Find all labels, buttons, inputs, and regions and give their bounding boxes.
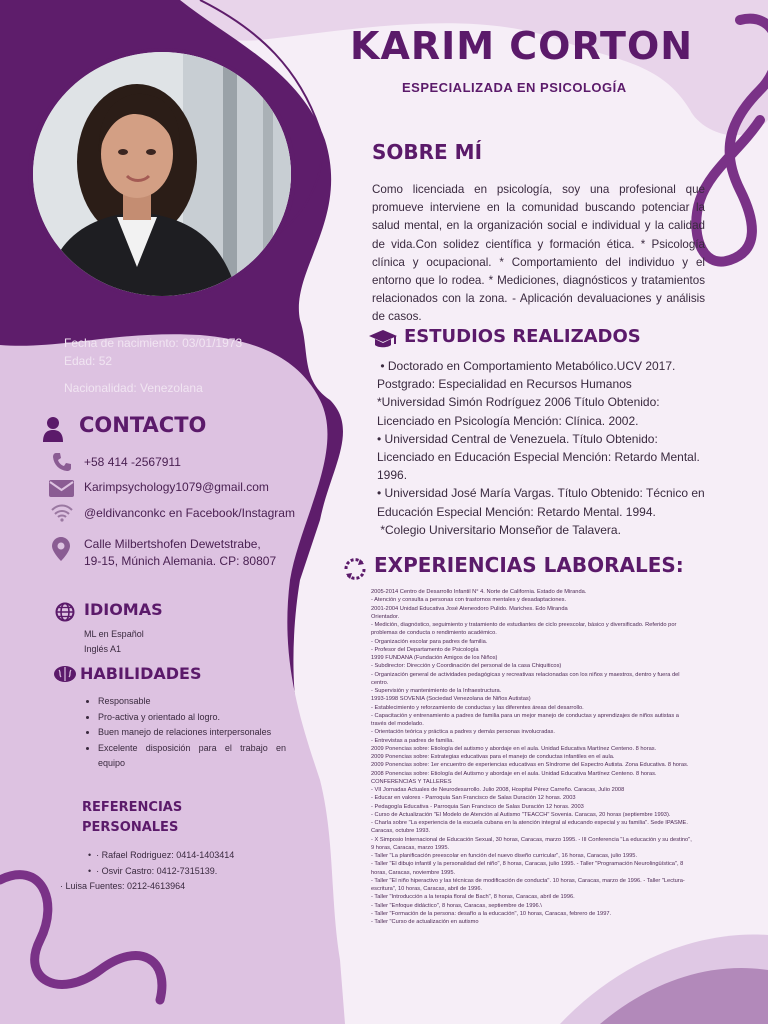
experience-line: - Charla sobre "La experiencia de la escuela cubana en la atención integral al educando especial y su familia". Sede IPASME.	[371, 820, 688, 826]
skill-item: • Excelente disposición para el trabajo en equipo	[98, 741, 286, 772]
experience-line: Caracas, octubre 1993.	[371, 828, 431, 835]
portrait-illustration	[33, 52, 291, 296]
experience-line: - Establecimiento y reforzamiento de conductas y las diferentes áreas del desarrollo.	[371, 704, 584, 711]
birth-date: Fecha de nacimiento: 03/01/1973	[64, 336, 243, 350]
experience-line: - Taller "El dibujo infantil y la personalidad del niño", 8 horas, Caracas, julio 1995. - Taller "Programación Neurolingüística", 8	[371, 861, 684, 868]
experience-line: - Organización general de actividades pedagógicas y recreativas relacionadas con los niños y maestros, dentro y fuera del	[371, 671, 680, 678]
experience-line: - Pedagogía Educativa - Parroquia San Francisco de Salas Duración 12 horas. 2003	[371, 803, 584, 810]
person-icon	[42, 416, 64, 447]
reference-item: • · Osvir Castro: 0412-7315139.	[88, 865, 218, 876]
globe-icon	[55, 602, 75, 627]
mail-icon	[49, 480, 74, 502]
language-item: ML en Español	[84, 629, 144, 639]
experience-line: 2009 Ponencias sobre: Estrategias educativas para el manejo de conductas infantiles en el aula.	[371, 754, 615, 760]
experience-line: - Organización escolar para padres de familia.	[371, 638, 488, 645]
address-line-2: 19-15, Múnich Alemania. CP: 80807	[84, 554, 277, 568]
experience-line: escritura", 10 horas, Caracas, abril de 1996.	[371, 886, 483, 892]
references-title-line-2: PERSONALES	[82, 820, 179, 835]
wifi-icon	[51, 504, 73, 527]
person-name: KARIM CORTON	[350, 24, 694, 68]
experience-line: Orientador.	[371, 613, 400, 620]
skill-item: • Pro-activa y orientado al logro.	[98, 710, 286, 726]
studies-list	[377, 357, 717, 539]
studies-title: ESTUDIOS REALIZADOS	[404, 326, 641, 347]
experience-line: 2005-2014 Centro de Desarrollo Infantil N° 4. Norte de California. Estado de Miranda.	[371, 589, 587, 595]
nationality: Nacionalidad: Venezolana	[64, 381, 203, 395]
reference-text: · Osvir Castro: 0412-7315139.	[96, 865, 218, 876]
study-line: • Universidad Central de Venezuela. Título Obtenido:	[377, 431, 658, 446]
experience-line: - Entrevistas a padres de familia.	[371, 737, 454, 744]
contact-title: CONTACTO	[79, 413, 207, 437]
about-text: Como licenciada en psicología, soy una profesional que promueve interviene en la comunidad buscando potenciar la salud mental, en la organización social e individual y la calidad de vida.Con solidez científica y formación ética. * Psicología clínica y ocupacional. * Comportamiento del individuo y el entorno que lo rodea. * Mediciones, diagnósticos y tratamientos relacionados con la zona. - Aplicación devaluaciones y análisis de casos.	[372, 183, 705, 324]
experience-line: - Taller "Formación de la persona: desafío a la educación", 10 horas, Caracas, febrero de 1997.	[371, 910, 612, 917]
experience-line: - Curso de Actualización "El Modelo de Atención al Autismo "TEACCH" Sovenia. Caracas, 20 horas (septiembre 1993).	[371, 811, 671, 818]
study-line: Educación Especial Mención: Retardo Mental. 1994.	[377, 504, 656, 519]
study-line: • Doctorado en Comportamiento Metabólico.UCV 2017.	[377, 359, 676, 373]
experience-line: 1993-1998 SOVENIA (Sociedad Venezolana de Niños Autistas)	[371, 696, 531, 703]
experience-line: - Profesor del Departamento de Psicología	[371, 646, 479, 653]
study-line: Licenciado en Psicología Mención: Clínica. 2002.	[377, 413, 639, 428]
experience-line: 2008 Ponencias sobre: Etiología del Autismo y abordaje en el aula. Unidad Educativa Martínez Centeno. 8 horas.	[371, 770, 657, 777]
age: Edad: 52	[64, 354, 113, 368]
references-title	[82, 798, 182, 838]
experience-line: 2009 Ponencias sobre: Etiología del autismo y abordaje en el aula. Unidad Educativa Martínez Centeno. 8 horas.	[371, 745, 657, 752]
address-line-1: Calle Milbertshofen Dewetstrabe,	[84, 537, 261, 551]
reference-item: • · Rafael Rodriguez: 0414-1403414	[88, 850, 235, 860]
reference-text: · Rafael Rodriguez: 0414-1403414	[96, 850, 235, 860]
references-title-line-1: REFERENCIAS	[82, 800, 183, 815]
email-text: Karimpsychology1079@gmail.com	[84, 480, 269, 494]
experience-line: - Orientación teórica y práctica a padres y demás personas involucradas.	[371, 729, 555, 736]
experience-line: 9 horas, Caracas, marzo 1995.	[371, 844, 450, 851]
phone-icon	[52, 452, 72, 477]
experience-line: - Taller "Introducción a la terapia floral de Bach", 8 horas, Caracas, abril de 1996.	[371, 894, 575, 901]
experience-line: - VII Jornadas Actuales de Neurodesarrollo. Julio 2008, Hospital Pérez Carreño. Caracas, Julio 2008	[371, 787, 625, 793]
experience-line: - Subdirector: Dirección y Coordinación del personal de la casa Chiquiticos)	[371, 663, 562, 670]
experience-title: EXPERIENCIAS LABORALES:	[374, 553, 684, 577]
skills-list	[84, 694, 286, 772]
graduation-cap-icon	[368, 328, 398, 355]
experience-line: - Taller "Curso de actualización en autismo	[371, 919, 479, 925]
location-pin-icon	[52, 537, 70, 566]
about-title: SOBRE MÍ	[372, 140, 483, 164]
experience-line: - Medición, diagnóstico, seguimiento y tratamiento de estudiantes de ciclo preescolar, básico y diversificado. Referido por	[371, 622, 677, 628]
profile-photo	[33, 52, 291, 296]
experience-line: - Taller "Enfoque didáctico", 8 horas, Caracas, septiembre de 1996.\	[371, 902, 542, 909]
experience-line: - Atención y consulta a personas con trastornos mentales y desadaptaciones.	[371, 597, 567, 604]
study-line: 1996.	[377, 468, 408, 483]
experience-line: 2001-2004 Unidad Educativa José Ateneodoro Pulido. Mariches. Edo Miranda	[371, 605, 568, 612]
language-item: Inglés A1	[84, 644, 122, 654]
study-line: Postgrado: Especialidad en Recursos Humanos	[377, 377, 632, 392]
experience-line: - Capacitación y entrenamiento a padres de familia para un mejor manejo de conductas y aprendizajes de niños autistas a	[371, 712, 679, 719]
experience-line: problemas de conducta o rendimiento académico.	[371, 630, 497, 637]
study-line: *Universidad Simón Rodríguez 2006 Título Obtenido:	[377, 395, 660, 410]
skill-item: • Buen manejo de relaciones interpersonales	[98, 725, 286, 741]
experience-line: 1999 FUNDANA (Fundación Amigos de los Niños)	[371, 655, 498, 661]
languages-title: IDIOMAS	[84, 600, 163, 619]
study-line: *Colegio Universitario Monseñor de Talavera.	[377, 522, 621, 537]
experience-list	[371, 588, 741, 926]
study-line: Licenciado en Educación Especial Mención: Retardo Mental.	[377, 450, 700, 465]
experience-line: centro.	[371, 679, 389, 686]
social-text: @eldivanconkc en Facebook/Instagram	[84, 506, 295, 520]
references-list	[60, 848, 300, 895]
experience-line: - Taller "El niño hiperactivo y las técnicas de modificación de conducta". 10 horas, Caracas, marzo de 1996. - Taller "Lectura-	[371, 877, 685, 884]
experience-line: horas, Caracas, noviembre 1995.	[371, 869, 456, 876]
brain-icon	[53, 665, 77, 688]
phone-text: +58 414 -2567911	[84, 455, 181, 469]
study-line: • Universidad José María Vargas. Título Obtenido: Técnico en	[377, 486, 705, 501]
job-subtitle: ESPECIALIZADA EN PSICOLOGÍA	[402, 80, 627, 95]
refresh-icon	[342, 556, 368, 587]
experience-line: - Supervisión y mantenimiento de la Infraestructura.	[371, 688, 502, 694]
skill-item: • Responsable	[98, 694, 286, 710]
reference-item: · Luisa Fuentes: 0212-4613964	[60, 881, 186, 891]
experience-line: 2009 Ponencias sobre: 1er encuentro de experiencias educativas en Síndrome del Espectro Autista. Zona Educativa. 8 horas.	[371, 762, 689, 769]
experience-line: través del modelado.	[371, 721, 424, 727]
experience-line: - Taller "La planificación preescolar en función del nuevo diseño curricular", 16 horas, Caracas, julio 1995.	[371, 853, 638, 859]
experience-line: - Educar en valores - Parroquia San Francisco de Salas Duración 12 horas. 2003	[371, 795, 576, 802]
skills-title: HABILIDADES	[80, 664, 202, 683]
experience-line: CONFERENCIAS Y TALLERES	[371, 778, 452, 785]
experience-line: - X Simposio Internacional de Educación Sexual, 30 horas, Caracas, marzo 1995. - III Conferencia "La educación y su destino",	[371, 836, 692, 843]
